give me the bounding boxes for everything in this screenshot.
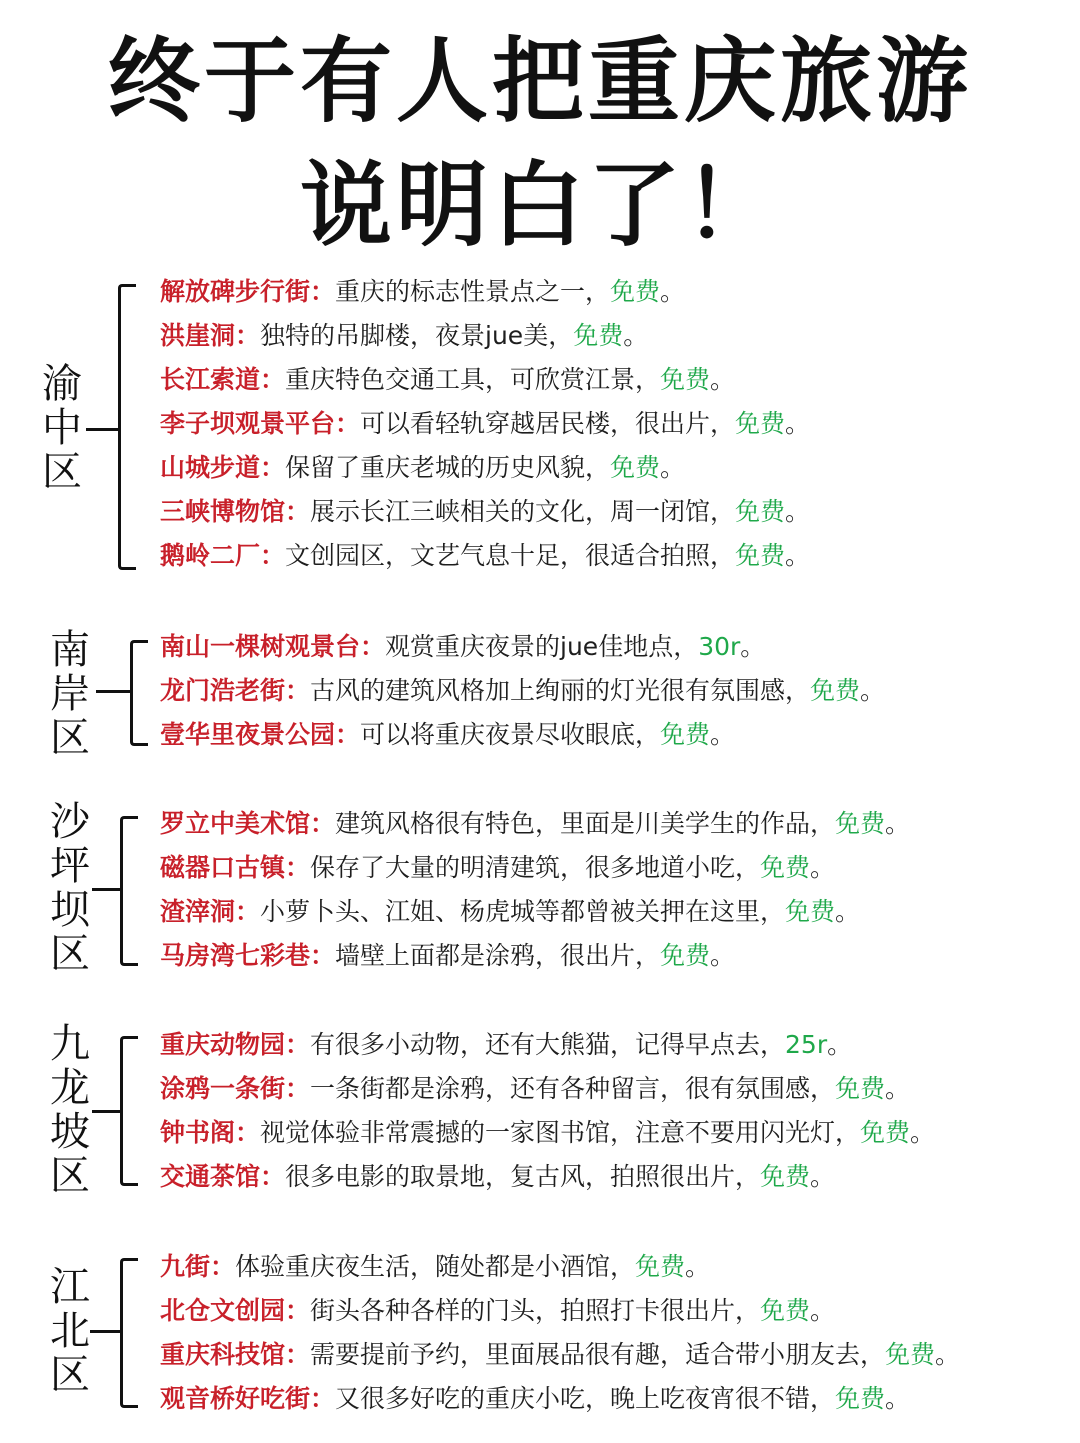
- spot-desc: 保留了重庆老城的历史风貌，: [285, 453, 611, 482]
- district-name: 江 北 区: [50, 1264, 90, 1398]
- spot-name: 重庆科技馆：: [160, 1340, 311, 1369]
- spot-price: 免费: [860, 1118, 911, 1147]
- list-item: [160, 490, 810, 534]
- spot-desc: 体验重庆夜生活，随处都是小酒馆，: [235, 1252, 636, 1281]
- bracket: [120, 1258, 138, 1408]
- spot-name: 南山一棵树观景台：: [160, 632, 386, 661]
- spot-end: 。: [810, 1162, 836, 1191]
- spot-desc: 街头各种各样的门头，拍照打卡很出片，: [310, 1296, 761, 1325]
- spot-desc: 很多电影的取景地，复古风，拍照很出片，: [285, 1162, 761, 1191]
- spot-end: 。: [835, 897, 861, 926]
- spot-end: 。: [827, 1030, 853, 1059]
- spot-price: 免费: [735, 497, 786, 526]
- spot-desc: 保存了大量的明清建筑，很多地道小吃，: [310, 853, 761, 882]
- list-item: [160, 1245, 710, 1289]
- list-item: [160, 1289, 835, 1333]
- list-item: [160, 1155, 835, 1199]
- spot-name: 磁器口古镇：: [160, 853, 311, 882]
- spot-desc: 需要提前予约，里面展品很有趣，适合带小朋友去，: [310, 1340, 886, 1369]
- spot-desc: 重庆特色交通工具，可欣赏江景，: [285, 365, 661, 394]
- spot-end: 。: [740, 632, 766, 661]
- list-item: [160, 358, 735, 402]
- spot-end: 。: [910, 1118, 936, 1147]
- spot-name: 李子坝观景平台：: [160, 409, 361, 438]
- spot-desc: 一条街都是涂鸦，还有各种留言，很有氛围感，: [310, 1074, 836, 1103]
- list-item: [160, 1067, 910, 1111]
- bracket-stem: [86, 428, 120, 431]
- spot-name: 山城步道：: [160, 453, 286, 482]
- spot-desc: 又很多好吃的重庆小吃，晚上吃夜宵很不错，: [335, 1384, 836, 1413]
- spot-desc: 文创园区，文艺气息十足，很适合拍照，: [285, 541, 736, 570]
- bracket-stem: [90, 1330, 122, 1333]
- spot-price: 免费: [610, 453, 661, 482]
- list-item: [160, 846, 835, 890]
- spot-price: 免费: [760, 1162, 811, 1191]
- bracket: [120, 1036, 138, 1186]
- spot-price: 免费: [835, 809, 886, 838]
- spot-name: 壹华里夜景公园：: [160, 720, 361, 749]
- spot-name: 重庆动物园：: [160, 1030, 311, 1059]
- list-item: [160, 713, 735, 757]
- list-item: [160, 1333, 960, 1377]
- spot-price: 免费: [760, 853, 811, 882]
- spot-name: 涂鸦一条街：: [160, 1074, 311, 1103]
- spot-name: 观音桥好吃街：: [160, 1384, 336, 1413]
- district-name: 沙 坪 坝 区: [50, 799, 90, 977]
- spot-desc: 独特的吊脚楼，夜景jue美，: [260, 321, 574, 350]
- page-title-line-2: 说明白了！: [299, 152, 780, 259]
- spot-desc: 展示长江三峡相关的文化，周一闭馆，: [310, 497, 736, 526]
- spot-name: 鹅岭二厂：: [160, 541, 286, 570]
- spot-end: 。: [710, 941, 736, 970]
- spot-end: 。: [685, 1252, 711, 1281]
- spot-end: 。: [935, 1340, 961, 1369]
- spot-price: 30r: [698, 632, 741, 661]
- spot-end: 。: [785, 409, 811, 438]
- spot-desc: 墙壁上面都是涂鸦，很出片，: [335, 941, 661, 970]
- spot-price: 免费: [660, 720, 711, 749]
- spot-desc: 观赏重庆夜景的jue佳地点，: [385, 632, 699, 661]
- spot-price: 25r: [785, 1030, 828, 1059]
- spot-end: 。: [785, 497, 811, 526]
- spot-price: 免费: [835, 1384, 886, 1413]
- list-item: [160, 934, 735, 978]
- list-item: [160, 669, 885, 713]
- bracket: [130, 640, 148, 746]
- spot-name: 三峡博物馆：: [160, 497, 311, 526]
- spot-end: 。: [885, 1384, 911, 1413]
- spot-name: 长江索道：: [160, 365, 286, 394]
- spot-desc: 可以将重庆夜景尽收眼底，: [360, 720, 661, 749]
- list-item: [160, 314, 648, 358]
- spot-name: 北仓文创园：: [160, 1296, 311, 1325]
- bracket-stem: [92, 888, 122, 891]
- district-name: 九 龙 坡 区: [50, 1021, 90, 1199]
- spot-end: 。: [885, 809, 911, 838]
- spot-price: 免费: [735, 541, 786, 570]
- list-item: [160, 1023, 852, 1067]
- list-item: [160, 1377, 910, 1421]
- list-item: [160, 802, 910, 846]
- spot-desc: 可以看轻轨穿越居民楼，很出片，: [360, 409, 736, 438]
- spot-desc: 小萝卜头、江姐、杨虎城等都曾被关押在这里，: [260, 897, 786, 926]
- spot-end: 。: [660, 277, 686, 306]
- spot-price: 免费: [760, 1296, 811, 1325]
- bracket: [120, 816, 138, 966]
- spot-price: 免费: [573, 321, 624, 350]
- list-item: [160, 890, 860, 934]
- bracket: [118, 284, 136, 570]
- spot-price: 免费: [810, 676, 861, 705]
- spot-end: 。: [623, 321, 649, 350]
- spot-desc: 视觉体验非常震撼的一家图书馆，注意不要用闪光灯，: [260, 1118, 861, 1147]
- spot-name: 龙门浩老街：: [160, 676, 311, 705]
- bracket-stem: [92, 1110, 122, 1113]
- spot-desc: 建筑风格很有特色，里面是川美学生的作品，: [335, 809, 836, 838]
- spot-name: 罗立中美术馆：: [160, 809, 336, 838]
- spot-name: 洪崖洞：: [160, 321, 261, 350]
- list-item: [160, 534, 810, 578]
- page-title-line-1: 终于有人把重庆旅游: [107, 28, 972, 135]
- spot-name: 九街：: [160, 1252, 236, 1281]
- spot-name: 渣滓洞：: [160, 897, 261, 926]
- bracket-stem: [96, 690, 132, 693]
- spot-price: 免费: [835, 1074, 886, 1103]
- spot-price: 免费: [785, 897, 836, 926]
- spot-end: 。: [785, 541, 811, 570]
- spot-end: 。: [885, 1074, 911, 1103]
- spot-end: 。: [860, 676, 886, 705]
- spot-desc: 有很多小动物，还有大熊猫，记得早点去，: [310, 1030, 786, 1059]
- spot-end: 。: [660, 453, 686, 482]
- spot-end: 。: [810, 1296, 836, 1325]
- spot-price: 免费: [660, 365, 711, 394]
- spot-end: 。: [710, 365, 736, 394]
- spot-end: 。: [710, 720, 736, 749]
- spot-price: 免费: [660, 941, 711, 970]
- spot-price: 免费: [885, 1340, 936, 1369]
- spot-name: 交通茶馆：: [160, 1162, 286, 1191]
- list-item: [160, 1111, 935, 1155]
- list-item: [160, 270, 685, 314]
- spot-price: 免费: [610, 277, 661, 306]
- spot-end: 。: [810, 853, 836, 882]
- list-item: [160, 625, 765, 669]
- district-name: 南 岸 区: [50, 627, 90, 761]
- spot-name: 钟书阁：: [160, 1118, 261, 1147]
- spot-price: 免费: [635, 1252, 686, 1281]
- spot-desc: 古风的建筑风格加上绚丽的灯光很有氛围感，: [310, 676, 811, 705]
- list-item: [160, 446, 685, 490]
- district-name: 渝 中 区: [42, 361, 82, 495]
- list-item: [160, 402, 810, 446]
- spot-price: 免费: [735, 409, 786, 438]
- spot-name: 解放碑步行街：: [160, 277, 336, 306]
- spot-name: 马房湾七彩巷：: [160, 941, 336, 970]
- spot-desc: 重庆的标志性景点之一，: [335, 277, 611, 306]
